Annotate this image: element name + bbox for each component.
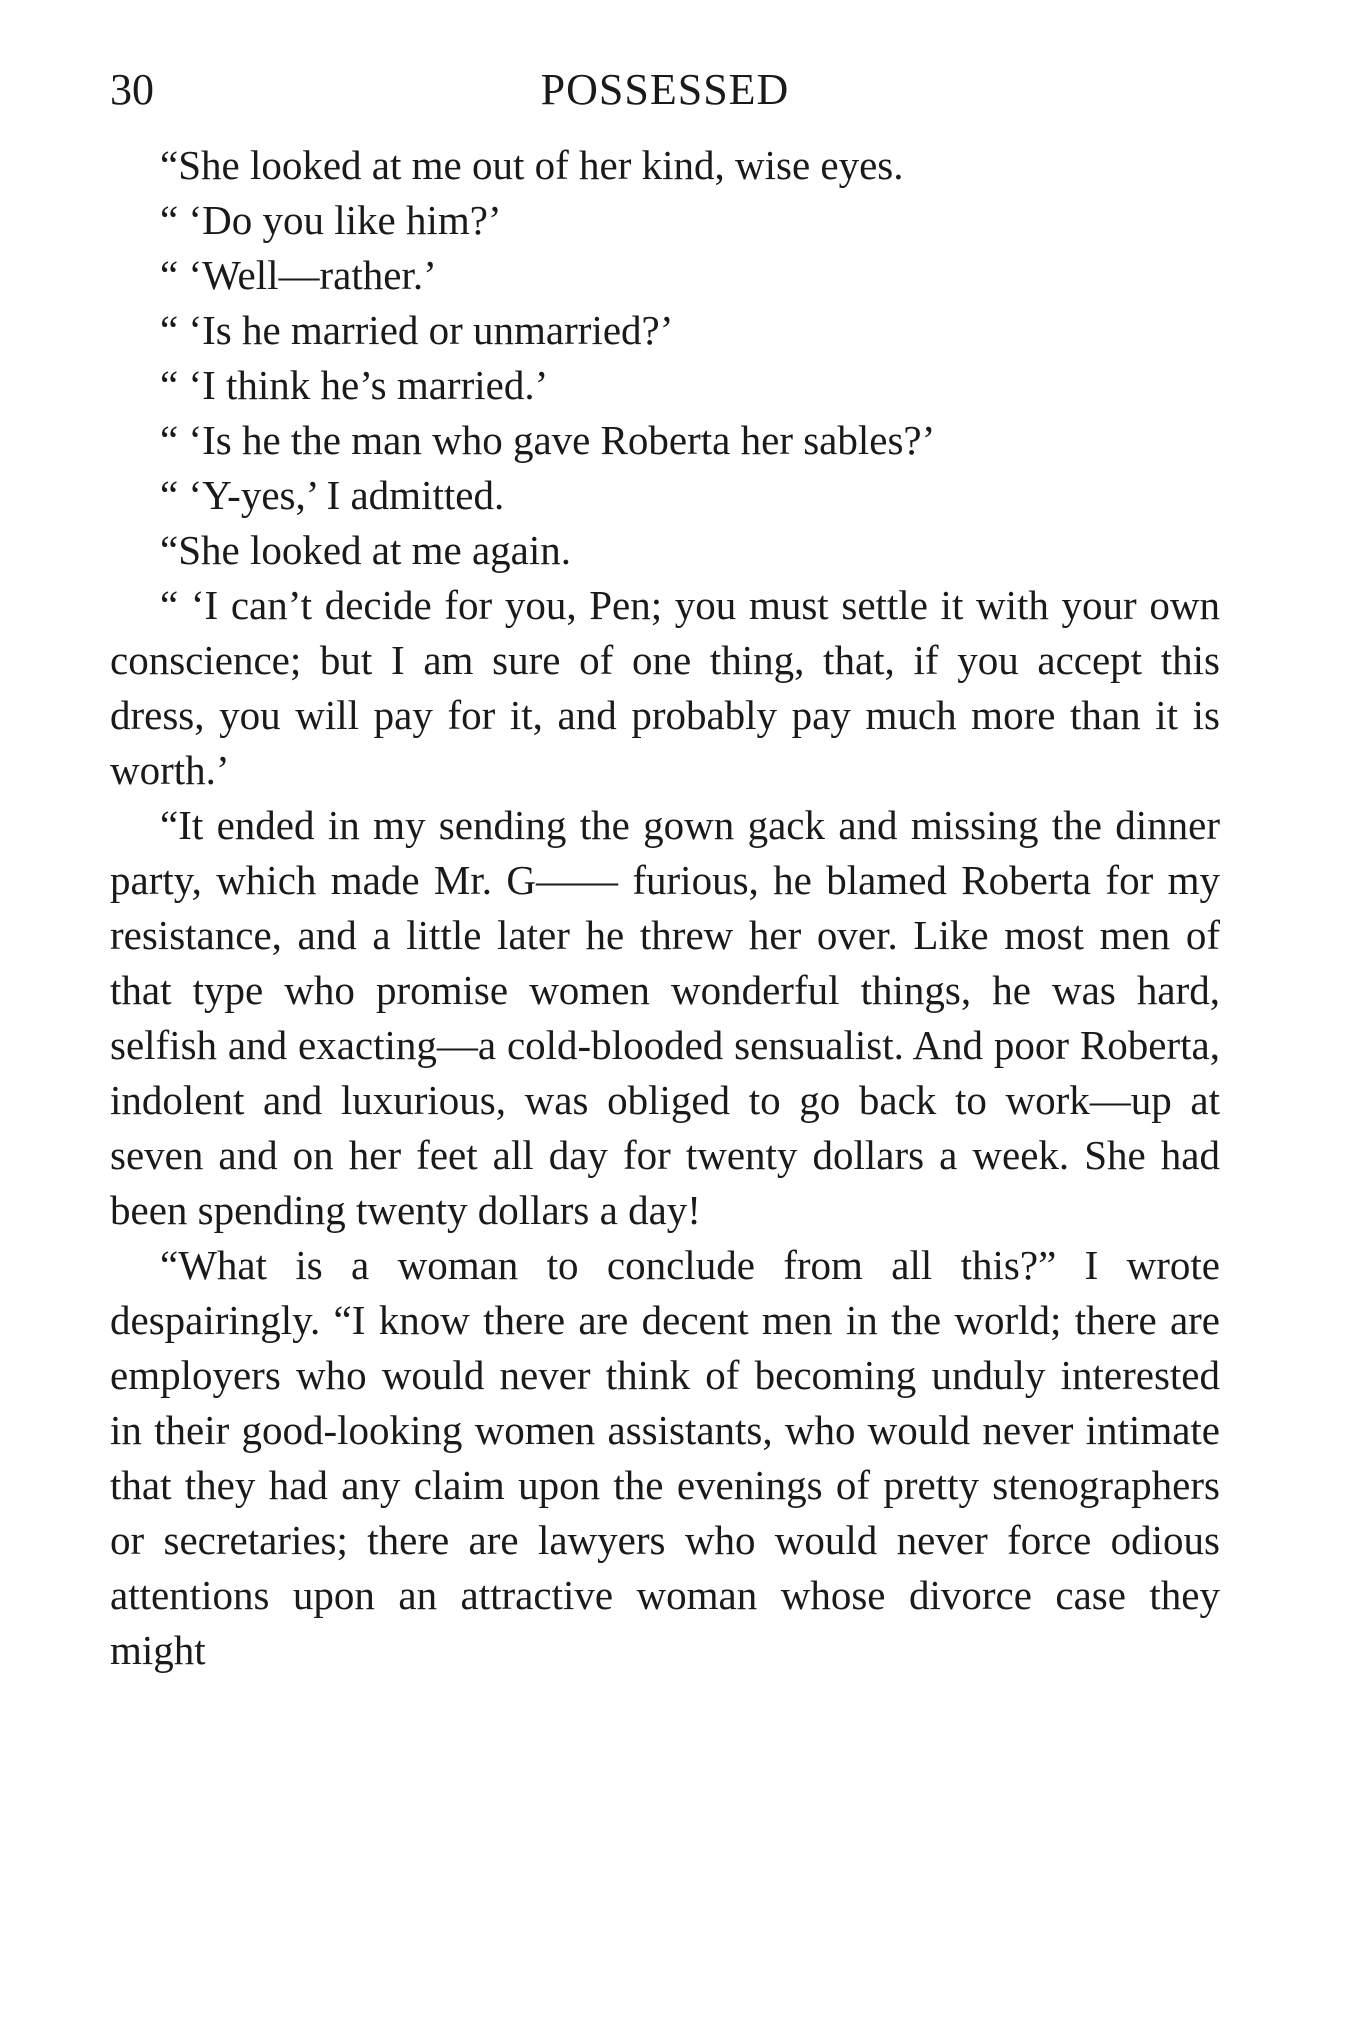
paragraph-7: “ ‘Y-yes,’ I admitted.: [160, 472, 505, 518]
paragraph-10: “It ended in my sending the gown gack and missing the dinner party, which made Mr. G—— furious, he blamed Roberta for my resistance, and a little later he threw her over. Like most men of that type who promise women wonderful things, he was hard, selfish and exacting—a cold-blooded sensualist. And poor Roberta, indolent and luxurious, was obliged to go back to work—up at seven and on her feet all day for twenty dollars a week. She had been spending twenty dollars a day!: [110, 802, 1220, 1233]
paragraph-1: “She looked at me out of her kind, wise eyes.: [160, 142, 904, 188]
running-title: POSSESSED: [540, 65, 790, 114]
paragraph-5: “ ‘I think he’s married.’: [160, 362, 549, 408]
paragraph-11: “What is a woman to conclude from all this?” I wrote despairingly. “I know there are decent men in the world; there are employers who would never think of becoming unduly interested in their good-looking women assistants, who would never intimate that they had any claim upon the evenings of pretty stenographers or secretaries; there are lawyers who would never force odious attentions upon an attractive woman whose divorce case they might: [110, 1242, 1220, 1673]
paragraph-2: “ ‘Do you like him?’: [160, 197, 502, 243]
paragraph-3: “ ‘Well—rather.’: [160, 252, 437, 298]
page-header: [110, 60, 1220, 120]
page-number: 30: [110, 65, 154, 114]
paragraph-6: “ ‘Is he the man who gave Roberta her sables?’: [160, 417, 936, 463]
body-text: [110, 138, 1220, 1678]
paragraph-8: “She looked at me again.: [160, 527, 572, 573]
paragraph-4: “ ‘Is he married or unmarried?’: [160, 307, 674, 353]
paragraph-9: “ ‘I can’t decide for you, Pen; you must settle it with your own conscience; but I am sure of one thing, that, if you accept this dress, you will pay for it, and probably pay much more than it is worth.’: [110, 582, 1220, 793]
